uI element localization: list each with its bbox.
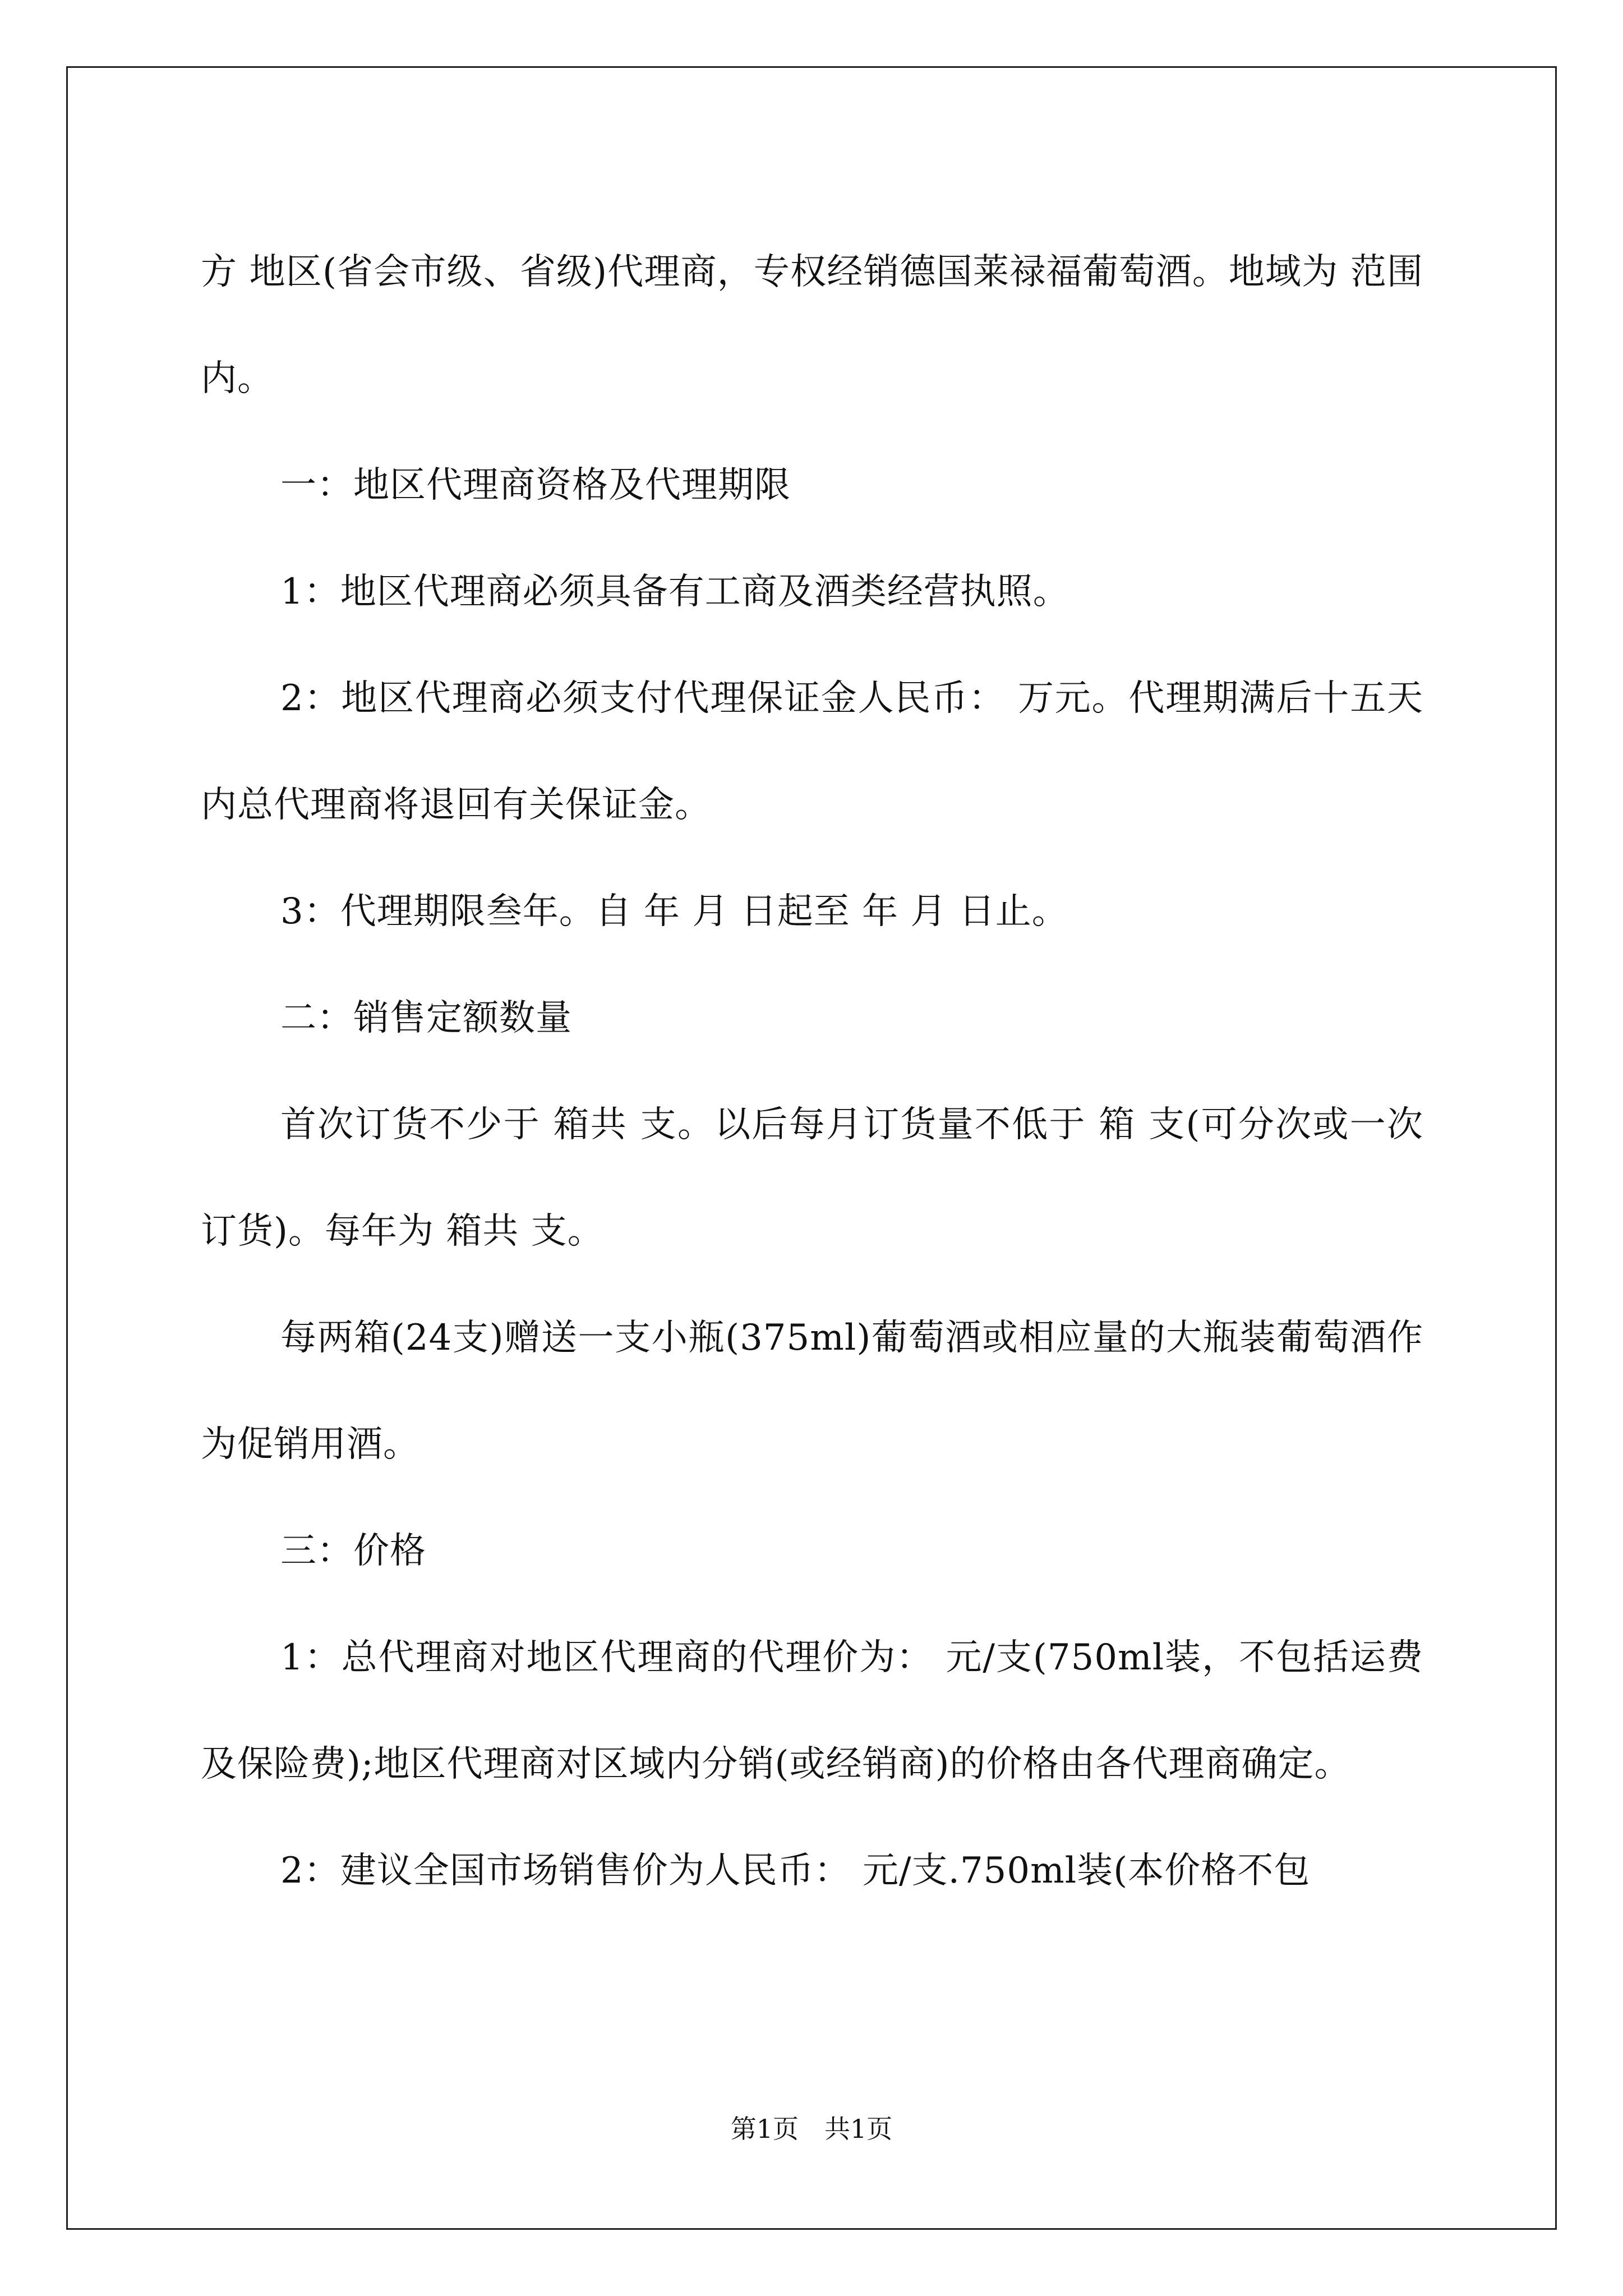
paragraph-order-quantity: 首次订货不少于 箱共 支。以后每月订货量不低于 箱 支(可分次或一次订货)。每年为 箱共 支。: [201, 1104, 1423, 1252]
paragraph-promotion: 每两箱(24支)赠送一支小瓶(375ml)葡萄酒或相应量的大瓶装葡萄酒作为促销用酒。: [201, 1317, 1423, 1465]
paragraph-intro: 方 地区(省会市级、省级)代理商，专权经销德国莱禄福葡萄酒。地域为 范围内。: [201, 251, 1423, 399]
paragraph-clause-1-2: 2：地区代理商必须支付代理保证金人民币： 万元。代理期满后十五天内总代理商将退回有关保证金。: [201, 678, 1423, 826]
section-heading-qualification: 一：地区代理商资格及代理期限: [280, 464, 791, 506]
paragraph-clause-3-2: 2：建议全国市场销售价为人民币： 元/支.750ml装(本价格不包: [280, 1850, 1311, 1892]
section-heading-sales-quota: 二：销售定额数量: [280, 997, 572, 1039]
paragraph-clause-1-3: 3：代理期限叁年。自 年 月 日起至 年 月 日止。: [280, 891, 1068, 932]
document-body: [201, 219, 1423, 1924]
paragraph-clause-1-1: 1：地区代理商必须具备有工商及酒类经营执照。: [280, 571, 1069, 613]
page-number-footer: 第1页 共1页: [730, 2114, 893, 2144]
section-heading-price: 三：价格: [280, 1530, 426, 1572]
paragraph-clause-3-1: 1：总代理商对地区代理商的代理价为： 元/支(750ml装，不包括运费及保险费);地区代理商对区域内分销(或经销商)的价格由各代理商确定。: [201, 1637, 1423, 1785]
